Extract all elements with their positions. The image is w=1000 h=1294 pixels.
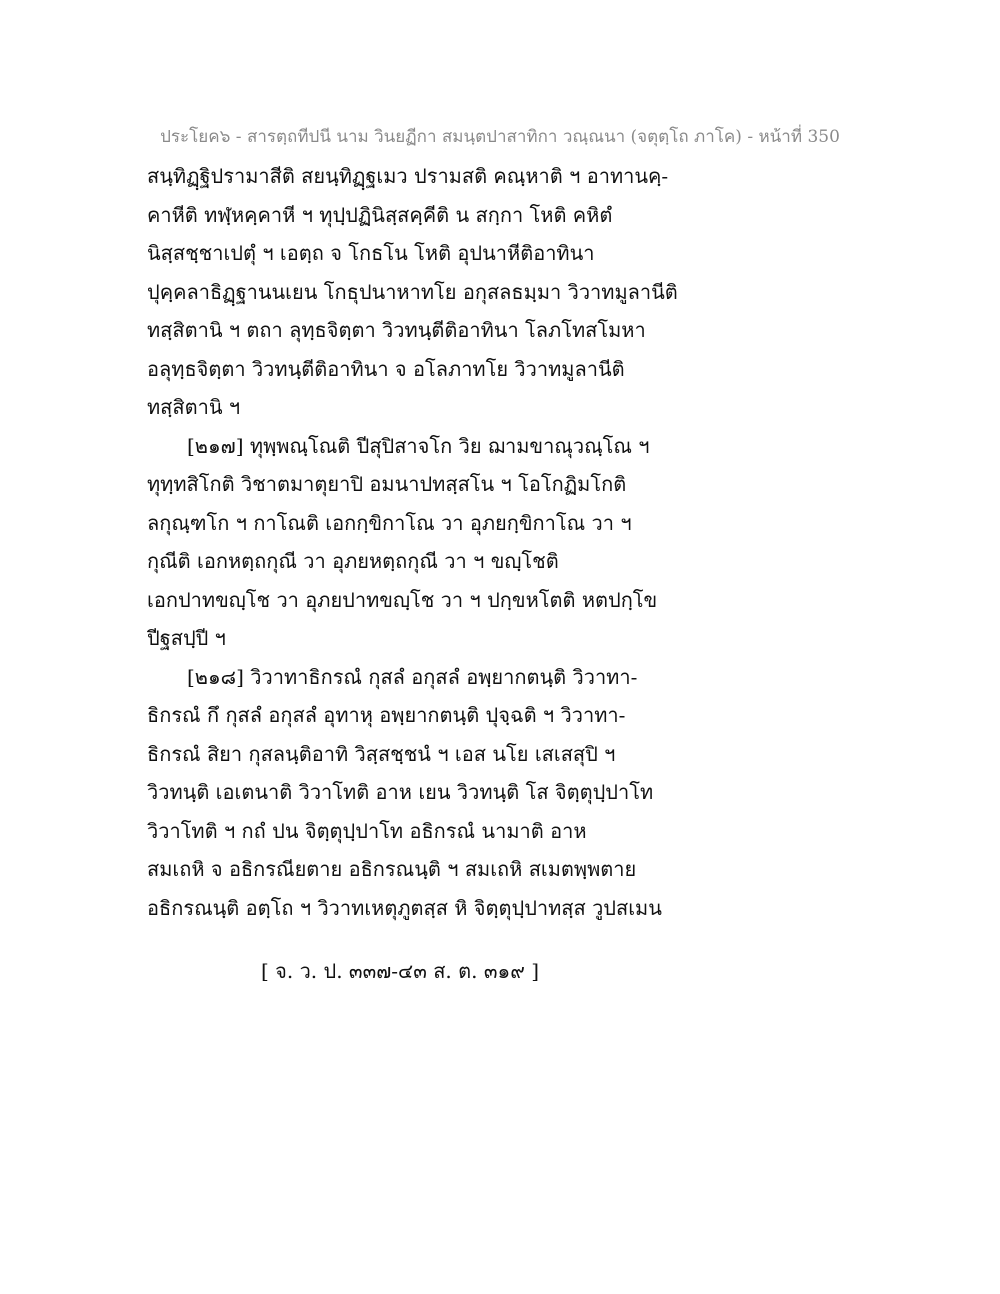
text-line: อธิกรณนฺติ อตฺโถ ฯ วิวาทเหตุภูตสฺส หิ จิตฺตุปฺปาทสฺส วูปสเมน [147, 895, 662, 920]
text-line: ทสฺสิตานิ ฯ [147, 395, 241, 419]
text-line: อลุทฺธจิตฺตา วิวทนฺตีติอาทินา จ อโลภาทโย วิวาทมูลานีติ [147, 356, 625, 381]
text-line: ทุทฺทสิโกติ วิชาตมาตุยาปิ อมนาปทสฺสโน ฯ โอโกฏิมโกติ [147, 472, 627, 496]
text-line: ปีฐสปฺปี ฯ [147, 626, 226, 650]
running-header: ประโยค๖ - สารตฺถทีปนี นาม วินยฏีกา สมนฺตปาสาทิกา วณฺณนา (จตุตฺโถ ภาโค) - หน้าที่ 350 [160, 127, 840, 147]
text-line: วิวาโทติ ฯ กถํ ปน จิตฺตุปฺปาโท อธิกรณํ นามาติ อาห [147, 818, 587, 843]
text-line: กุณีติ เอกหตฺถกุณี วา อุภยหตฺถกุณี วา ฯ ขญฺโชติ [147, 549, 559, 573]
text-line: สมเถหิ จ อธิกรณียตาย อธิกรณนฺติ ฯ สมเถหิ สเมตพฺพตาย [147, 857, 637, 881]
text-line: วิวทนฺติ เอเตนาติ วิวาโทติ อาห เยน วิวทนฺติ โส จิตฺตุปฺปาโท [147, 780, 654, 804]
text-line: นิสฺสชฺชาเปตุํ ฯ เอตฺถ จ โกธโน โหติ อุปนาหีติอาทินา [147, 241, 595, 265]
text-line: ธิกรณํ กึ กุสลํ อกุสลํ อุทาหุ อพฺยากตนฺติ ปุจฺฉติ ฯ วิวาทา- [147, 703, 626, 727]
text-line: ปุคฺคลาธิฏฺฐานนเยน โกธุปนาหาทโย อกุสลธมฺมา วิวาทมูลานีติ [147, 279, 678, 304]
text-line: คาหีติ ทฬฺหคฺคาหี ฯ ทุปฺปฏินิสฺสคฺคีติ น สกฺกา โหติ คหิตํ [147, 202, 613, 227]
text-line: ลกุณฺฑโก ฯ กาโณติ เอกกฺขิกาโณ วา อุภยกฺขิกาโณ วา ฯ [147, 510, 632, 535]
paragraph-218-start: [๒๑๘] วิวาทาธิกรณํ กุสลํ อกุสลํ อพฺยากตนฺติ วิวาทา- [187, 664, 638, 689]
text-line: สนฺทิฏฺฐิปรามาสีติ สยนฺทิฏฺฐเมว ปรามสติ คณฺหาติ ฯ อาทานคฺ- [147, 164, 669, 188]
paragraph-217-start: [๒๑๗] ทุพฺพณฺโณติ ปีสุปิสาจโก วิย ฌามขาณุวณฺโณ ฯ [187, 433, 650, 458]
text-line: เอกปาทขญฺโช วา อุภยปาทขญฺโช วา ฯ ปกฺขหโตติ หตปกฺโข [147, 587, 658, 612]
footer-reference: [ จ. ว. ป. ๓๓๗-๔๓ ส. ต. ๓๑๙ ] [260, 959, 540, 983]
body-text [147, 157, 687, 927]
text-line: ทสฺสิตานิ ฯ ตถา ลุทฺธจิตฺตา วิวทนฺตีติอาทินา โลภโทสโมหา [147, 318, 646, 342]
text-line: ธิกรณํ สิยา กุสลนฺติอาทิ วิสฺสชฺชนํ ฯ เอส นโย เสเสสุปิ ฯ [147, 741, 616, 766]
